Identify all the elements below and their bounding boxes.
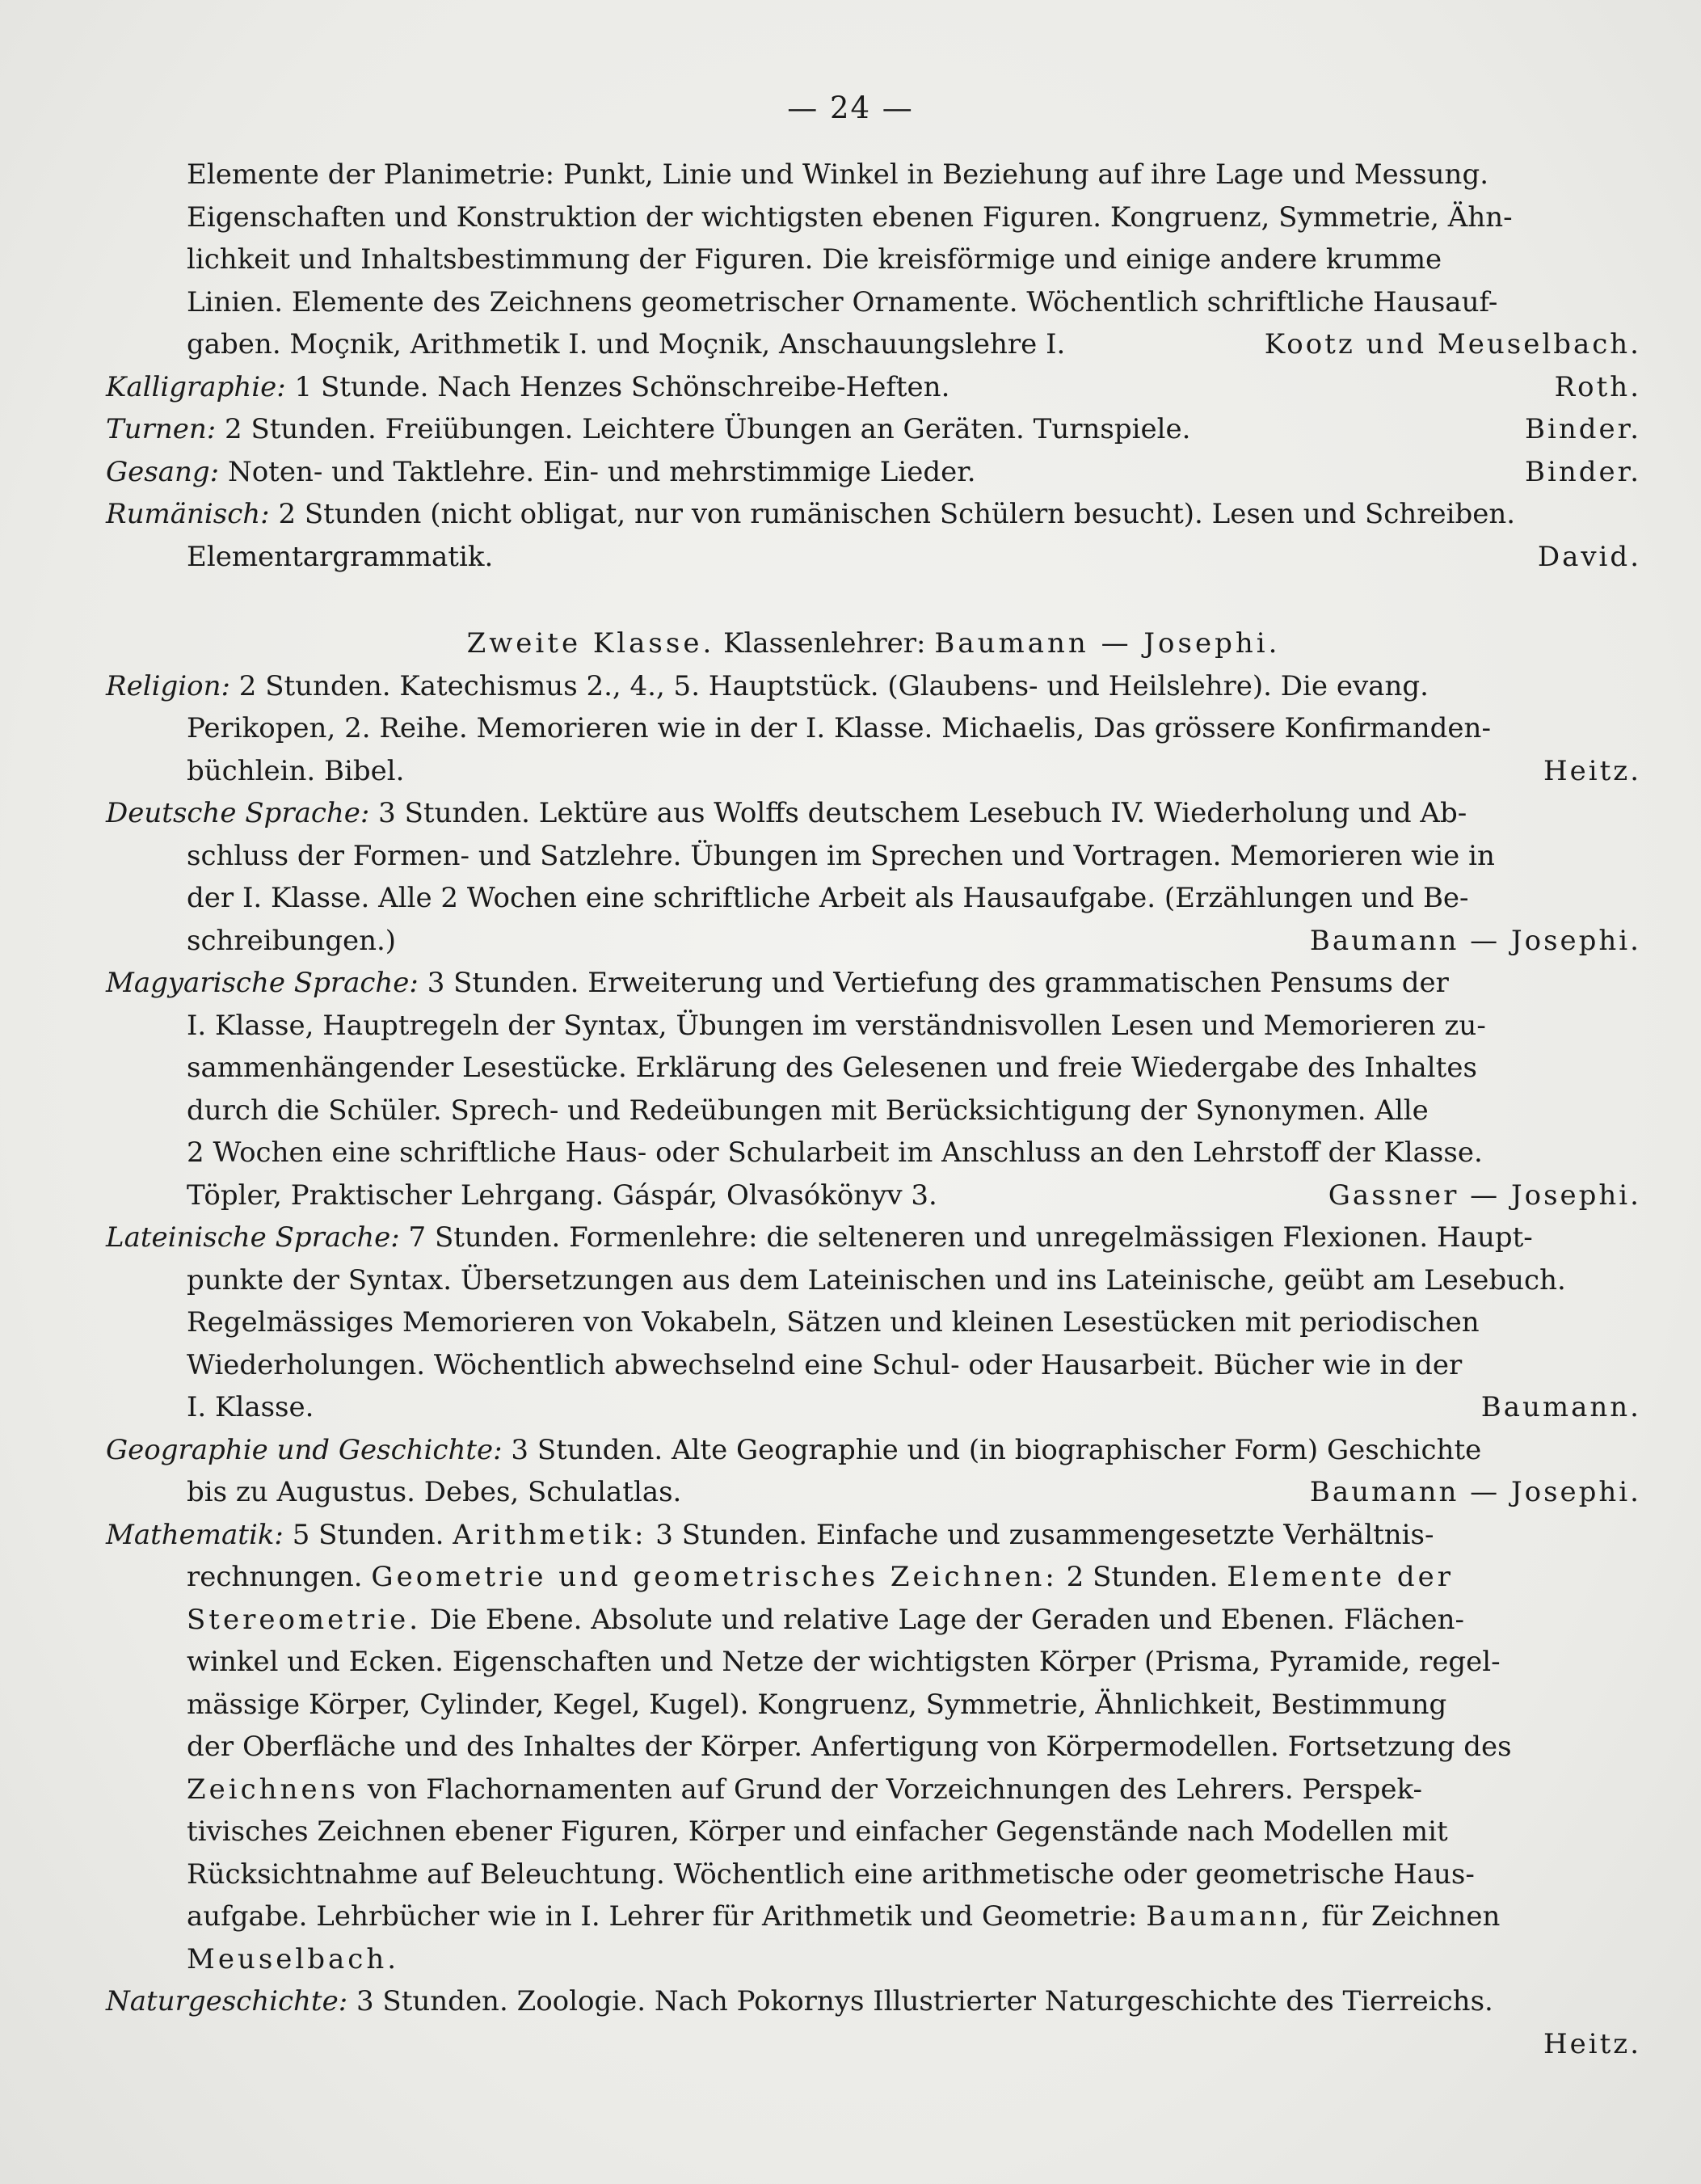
teacher-signature: Baumann — Josephi.: [1309, 1476, 1641, 1508]
text-line: der I. Klasse. Alle 2 Wochen eine schriftliche Arbeit als Hausaufgabe. (Erzählungen und Be-: [187, 882, 1469, 914]
text-line: der Oberfläche und des Inhaltes der Körper. Anfertigung von Körpermodellen. Fortsetzung des: [187, 1731, 1512, 1763]
class-teacher: Baumann — Josephi.: [934, 627, 1281, 660]
text-line: lichkeit und Inhaltsbestimmung der Figuren. Die kreisförmige und einige andere krumme: [187, 243, 1442, 276]
text-line: [106, 493, 1641, 536]
text-line: [106, 1980, 1641, 2023]
topic-elemente: Elemente der: [1227, 1561, 1455, 1593]
subject-magyar: [106, 962, 1641, 1216]
text-line: [187, 323, 1641, 366]
subject-gesang: [106, 451, 1641, 494]
teacher-signature: Roth.: [1554, 370, 1641, 403]
text-span: 2 Stunden.: [1066, 1561, 1219, 1593]
subject-rumaenisch: [106, 493, 1641, 578]
topic-stereometrie: Stereometrie.: [187, 1603, 421, 1636]
teacher-signature: Heitz.: [1543, 2027, 1641, 2060]
subject-text: 2 Stunden. Freiübungen. Leichtere Übungen an Geräten. Turnspiele.: [225, 413, 1191, 445]
subject-text: 2 Stunden. Katechismus 2., 4., 5. Hauptstück. (Glaubens- und Heilslehre). Die evang.: [238, 669, 1429, 702]
subject-text: 1 Stunde. Nach Henzes Schönschreibe-Heften.: [294, 370, 950, 403]
class-heading: [106, 622, 1641, 665]
text-line: 2 Wochen eine schriftliche Haus- oder Schularbeit im Anschluss an den Lehrstoff der Klasse.: [187, 1136, 1483, 1169]
text-line: Eigenschaften und Konstruktion der wichtigsten ebenen Figuren. Kongruenz, Symmetrie, Ähn-: [187, 200, 1513, 234]
text-line: [187, 1386, 1641, 1429]
teacher-signature: Binder.: [1525, 413, 1641, 445]
subject-text: 3 Stunden. Lektüre aus Wolffs deutschem Lesebuch IV. Wiederholung und Ab-: [378, 797, 1467, 829]
subject-geographie: [106, 1429, 1641, 1514]
teacher-signature: Gassner — Josephi.: [1328, 1178, 1641, 1212]
text-span: 5 Stunden.: [292, 1518, 444, 1551]
text-line: [106, 536, 1641, 579]
text-line: [187, 1174, 1641, 1217]
subject-turnen: [106, 408, 1641, 451]
subject-text: 3 Stunden. Zoologie. Nach Pokornys Illustrierter Naturgeschichte des Tierreichs.: [356, 1985, 1493, 2017]
text-span: bis zu Augustus. Debes, Schulatlas.: [187, 1476, 682, 1508]
text-line: Elemente der Planimetrie: Punkt, Linie und Winkel in Beziehung auf ihre Lage und Messung.: [187, 158, 1489, 191]
subject-label: Naturgeschichte:: [106, 1985, 348, 2017]
text-line: [106, 1216, 1641, 1259]
text-span: I. Klasse.: [187, 1391, 314, 1423]
text-span: büchlein. Bibel.: [187, 754, 405, 787]
teacher-signature: Kootz und Meuselbach.: [1264, 328, 1641, 360]
text-line: [106, 1514, 1641, 1557]
subject-text: Noten- und Taktlehre. Ein- und mehrstimmige Lieder.: [227, 455, 976, 488]
text-line: [106, 1429, 1641, 1472]
text-line: [106, 665, 1641, 708]
text-span: schreibungen.): [187, 924, 397, 957]
text-line: Regelmässiges Memorieren von Vokabeln, Sätzen und kleinen Lesestücken mit periodischen: [187, 1306, 1480, 1339]
subject-label: Magyarische Sprache:: [106, 967, 419, 999]
text-span: aufgabe. Lehrbücher wie in I. Lehrer für Arithmetik und Geometrie:: [187, 1900, 1138, 1933]
text-line: Perikopen, 2. Reihe. Memorieren wie in der I. Klasse. Michaelis, Das grössere Konfirmanden-: [187, 712, 1491, 744]
text-line: [106, 792, 1641, 835]
class-teacher-label: Klassenlehrer:: [723, 627, 926, 660]
subject-text: 2 Stunden (nicht obligat, nur von rumänischen Schülern besucht). Lesen und Schreiben.: [278, 498, 1516, 530]
subject-religion: [106, 665, 1641, 793]
subject-label: Kalligraphie:: [106, 370, 286, 403]
subject-text: 3 Stunden. Erweiterung und Vertiefung des grammatischen Pensums der: [427, 967, 1449, 999]
text-line: punkte der Syntax. Übersetzungen aus dem Lateinischen und ins Lateinische, geübt am Lesebuch.: [187, 1263, 1566, 1296]
topic-zeichnens: Zeichnens: [187, 1773, 359, 1806]
text-line: winkel und Ecken. Eigenschaften und Netze der wichtigsten Körper (Prisma, Pyramide, regel-: [187, 1646, 1501, 1678]
text-line: [106, 962, 1641, 1005]
page-content: [106, 154, 1641, 2065]
topic-geometrie: Geometrie und geometrisches Zeichnen:: [371, 1561, 1058, 1593]
topic-arithmetik: Arithmetik:: [453, 1518, 647, 1551]
subject-label: Geographie und Geschichte:: [106, 1433, 503, 1466]
text-line: durch die Schüler. Sprech- und Redeübungen mit Berücksichtigung der Synonymen. Alle: [187, 1094, 1429, 1127]
subject-deutsch: [106, 792, 1641, 962]
text-span: für Zeichnen: [1321, 1900, 1501, 1933]
subject-label: Mathematik:: [106, 1518, 284, 1551]
subject-label: Rumänisch:: [106, 498, 270, 530]
subject-natur: [106, 1980, 1641, 2065]
text-span: von Flachornamenten auf Grund der Vorzeichnungen des Lehrers. Perspek-: [367, 1773, 1422, 1806]
subject-text: 7 Stunden. Formenlehre: die selteneren und unregelmässigen Flexionen. Haupt-: [408, 1221, 1533, 1254]
text-span: gaben. Moçnik, Arithmetik I. und Moçnik, Anschauungslehre I.: [187, 328, 1066, 360]
teacher-signature: Binder.: [1525, 455, 1641, 488]
text-line: Wiederholungen. Wöchentlich abwechselnd eine Schul- oder Hausarbeit. Bücher wie in der: [187, 1348, 1463, 1381]
page-number: — 24 —: [787, 91, 914, 125]
subject-label: Deutsche Sprache:: [106, 797, 370, 829]
subject-mathematik: [106, 1514, 1641, 1981]
subject-label: Religion:: [106, 669, 230, 702]
teacher-name: Baumann,: [1146, 1900, 1313, 1933]
text-line: I. Klasse, Hauptregeln der Syntax, Übungen im verständnisvollen Lesen und Memorieren zu-: [187, 1009, 1486, 1042]
subject-label: Gesang:: [106, 455, 220, 488]
teacher-signature: Baumann.: [1480, 1391, 1641, 1423]
text-line: Linien. Elemente des Zeichnens geometrischer Ornamente. Wöchentlich schriftliche Hausauf-: [187, 285, 1498, 318]
subject-label: Lateinische Sprache:: [106, 1221, 400, 1254]
text-line: [187, 750, 1641, 793]
teacher-signature: Baumann — Josephi.: [1309, 924, 1641, 957]
text-line: tivisches Zeichnen ebener Figuren, Körper und einfacher Gegenstände nach Modellen mit: [187, 1815, 1448, 1848]
intro-section: [106, 154, 1641, 366]
text-line: [187, 1556, 1641, 1599]
text-line: [187, 1895, 1641, 1938]
text-line: mässige Körper, Cylinder, Kegel, Kugel). Kongruenz, Symmetrie, Ähnlichkeit, Bestimmung: [187, 1688, 1447, 1721]
text-line: [106, 1471, 1641, 1514]
text-line: [106, 2023, 1641, 2066]
subject-text: 3 Stunden. Alte Geographie und (in biographischer Form) Geschichte: [511, 1433, 1482, 1466]
subject-latein: [106, 1216, 1641, 1429]
text-line: Rücksichtnahme auf Beleuchtung. Wöchentlich eine arithmetische oder geometrische Haus-: [187, 1857, 1475, 1891]
text-span: Die Ebene. Absolute und relative Lage der Geraden und Ebenen. Flächen-: [429, 1603, 1465, 1636]
text-line: schluss der Formen- und Satzlehre. Übungen im Sprechen und Vortragen. Memorieren wie in: [187, 839, 1495, 872]
text-line: [187, 1769, 1641, 1811]
text-line: sammenhängender Lesestücke. Erklärung des Gelesenen und freie Wiedergabe des Inhaltes: [187, 1052, 1477, 1084]
subject-label: Turnen:: [106, 413, 217, 445]
text-span: 3 Stunden. Einfache und zusammengesetzte Verhältnis-: [655, 1518, 1434, 1551]
class-title: Zweite Klasse.: [466, 627, 715, 660]
text-span: Elementargrammatik.: [187, 540, 494, 573]
teacher-signature: David.: [1537, 540, 1641, 573]
text-line: [187, 1599, 1641, 1642]
text-span: Töpler, Praktischer Lehrgang. Gáspár, Olvasókönyv 3.: [187, 1178, 937, 1212]
teacher-signature: Heitz.: [1543, 754, 1641, 787]
text-line: [187, 920, 1641, 963]
text-span: rechnungen.: [187, 1561, 363, 1593]
teacher-name: Meuselbach.: [187, 1942, 400, 1975]
subject-kalligraphie: [106, 366, 1641, 409]
